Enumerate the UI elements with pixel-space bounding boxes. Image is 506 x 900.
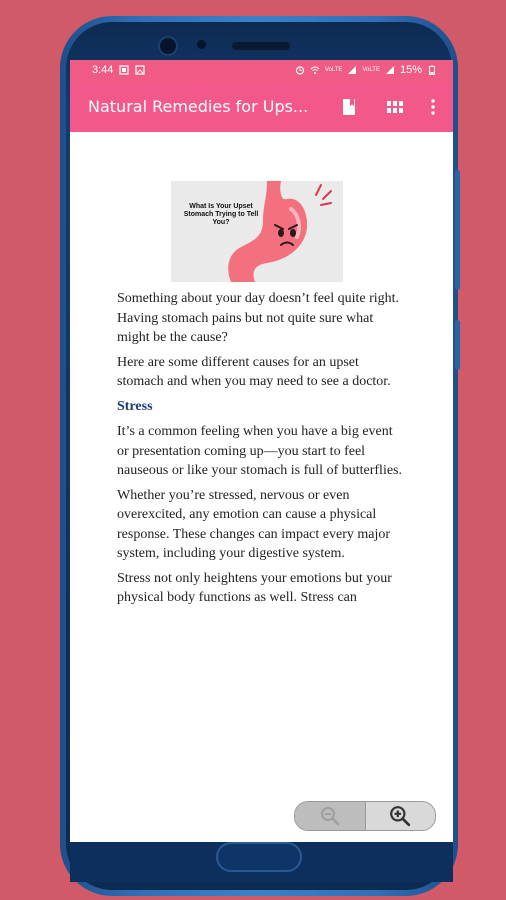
zoom-out-button[interactable] (295, 802, 366, 830)
signal-icon-2 (385, 65, 395, 75)
hero-caption: What Is Your Upset Stomach Trying to Tell You? (183, 203, 259, 226)
app-title: Natural Remedies for Ups... (88, 97, 309, 116)
network-label-2: VoLTE (362, 67, 380, 73)
home-button[interactable] (216, 842, 302, 872)
alarm-icon (295, 65, 305, 75)
zoom-out-icon (320, 806, 340, 826)
status-time: 3:44 (92, 64, 114, 76)
paragraph-1: Something about your day doesn’t feel quite right. Having stomach pains but not quite sure what might be the cause? (117, 291, 400, 345)
article-content (70, 132, 453, 842)
article-hero-image (171, 181, 343, 282)
paragraph-2: Here are some different causes for an upset stomach and when you may need to see a doctor. (117, 354, 391, 389)
gallery-icon (135, 65, 145, 75)
app-screen (70, 60, 453, 842)
signal-icon-1 (347, 65, 357, 75)
sensor (197, 40, 206, 49)
grid-icon[interactable] (386, 98, 404, 116)
zoom-in-icon (389, 805, 411, 827)
zoom-control (294, 801, 436, 831)
bookmark-icon[interactable] (340, 98, 358, 116)
paragraph-4: Whether you’re stressed, nervous or even overexcited, any emotion can cause a physical response. These changes can impact every major system, including your digestive system. (117, 487, 391, 561)
volume-button (455, 170, 460, 290)
stomach-illustration-icon (171, 181, 343, 282)
front-camera (158, 36, 178, 56)
paragraph-5: Stress not only heightens your emotions but your physical body functions as well. Stress can (117, 570, 392, 605)
paragraph-3: It’s a common feeling when you have a big event or presentation coming up—you start to feel nauseous or like your stomach is full of butterflies. (117, 424, 402, 478)
article-body (117, 289, 407, 613)
notification-icon (119, 65, 129, 75)
zoom-in-button[interactable] (366, 802, 436, 830)
battery-percent: 15% (399, 64, 422, 76)
app-toolbar (70, 82, 453, 132)
power-button (455, 320, 460, 370)
battery-icon (427, 65, 437, 75)
earpiece-speaker (232, 42, 290, 50)
wifi-icon (310, 65, 320, 75)
section-heading-stress: Stress (117, 398, 153, 414)
network-label-1: VoLTE (324, 67, 343, 73)
more-vert-icon[interactable] (424, 98, 442, 116)
status-bar (70, 60, 453, 82)
